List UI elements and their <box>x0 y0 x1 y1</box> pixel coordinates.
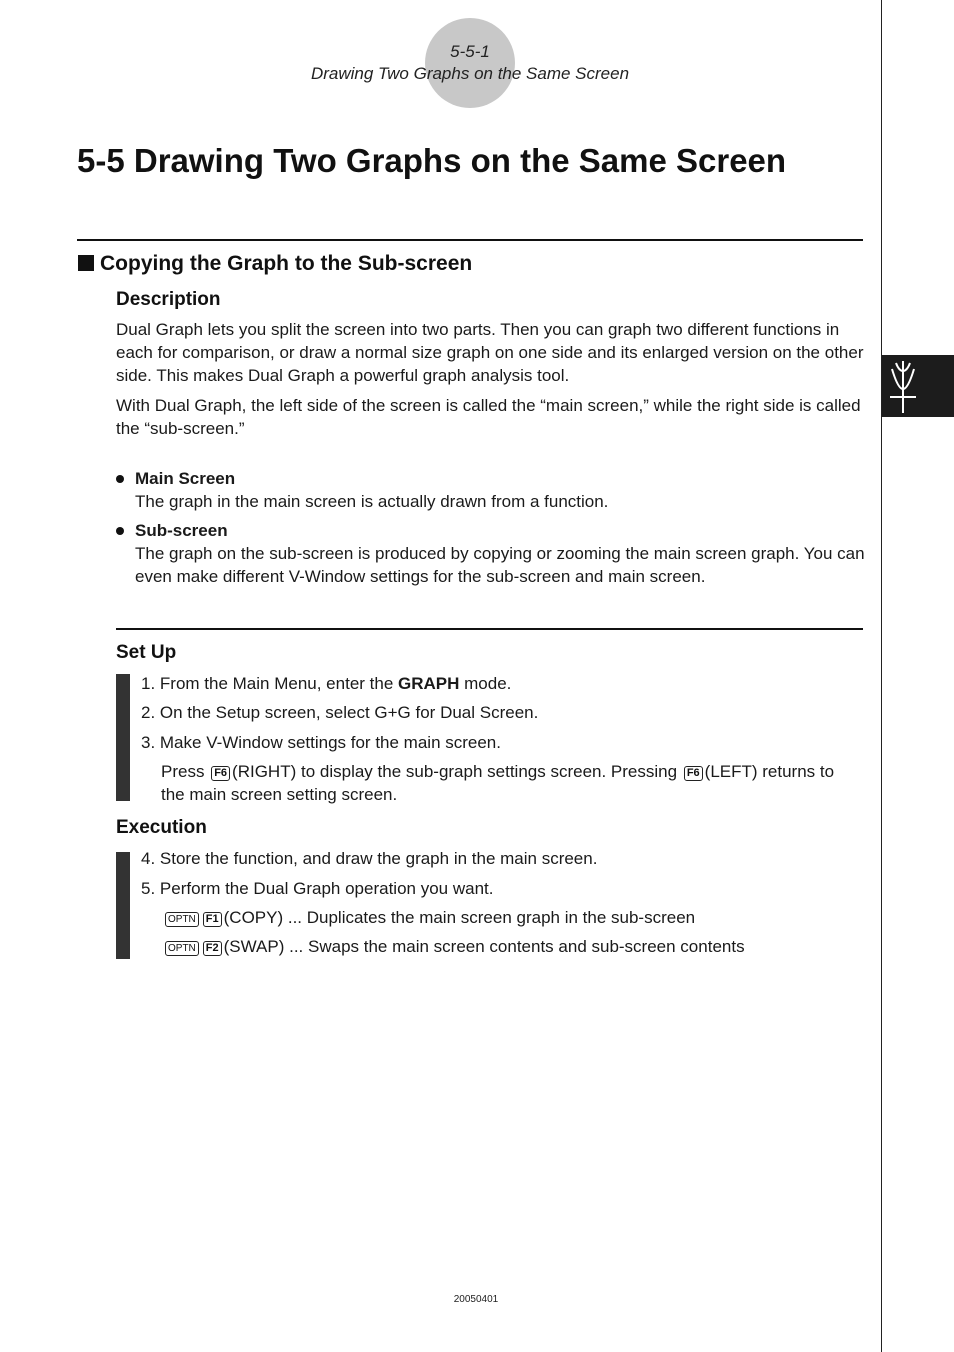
bullet-title: Main Screen <box>135 469 236 488</box>
description-paragraph-2: With Dual Graph, the left side of the screen is called the “main screen,” while the right side is called the “sub-screen.” <box>116 396 861 438</box>
bullet-dot-icon <box>116 527 124 535</box>
setup-heading: Set Up <box>116 642 177 663</box>
running-header-title: Drawing Two Graphs on the Same Screen <box>310 64 630 83</box>
bullet-main-screen <box>116 467 866 513</box>
f1-key-icon: F1 <box>203 912 222 927</box>
bullet-sub-screen <box>116 519 866 588</box>
execution-step-4: 4. Store the function, and draw the graph in the main screen. <box>141 849 598 868</box>
detail-text: (LEFT) returns to the main screen setting screen. <box>161 762 835 804</box>
section-heading-text: Copying the Graph to the Sub-screen <box>100 252 473 275</box>
optn-key-icon: OPTN <box>165 941 199 956</box>
bullet-title: Sub-screen <box>135 521 228 540</box>
graph-mode-label: GRAPH <box>398 674 460 693</box>
execution-side-bar <box>116 852 130 959</box>
setup-step-3: 3. Make V-Window settings for the main screen. <box>141 733 501 752</box>
step-text: 1. From the Main Menu, enter the <box>141 674 399 693</box>
execution-heading: Execution <box>116 817 207 838</box>
section-heading <box>78 252 472 276</box>
copy-text: (COPY) ... Duplicates the main screen graph in the sub-screen <box>223 908 696 927</box>
copy-operation <box>163 906 863 929</box>
f6-key-icon: F6 <box>211 766 230 781</box>
f2-key-icon: F2 <box>203 941 222 956</box>
f6-key-icon: F6 <box>684 766 703 781</box>
bullet-text: The graph on the sub-screen is produced by copying or zooming the main screen graph. You can even make different V-Window settings for the sub-screen and main screen. <box>135 544 865 586</box>
page-number: 5-5-1 <box>450 42 490 61</box>
chapter-title: 5-5 Drawing Two Graphs on the Same Screen <box>77 142 787 179</box>
bullet-text: The graph in the main screen is actually drawn from a function. <box>135 492 609 511</box>
setup-step-3-detail <box>161 760 861 806</box>
setup-side-bar <box>116 674 130 801</box>
footer-code: 20050401 <box>453 1294 499 1305</box>
step-text: mode. <box>459 674 512 693</box>
setup-divider <box>116 628 863 630</box>
description-heading: Description <box>116 289 221 310</box>
description-paragraph-1: Dual Graph lets you split the screen into two parts. Then you can graph two different functions in each for comparison, or draw a normal size graph on one side and its enlarged version on the other side. This makes Dual Graph a powerful graph analysis tool. <box>116 320 864 385</box>
chapter-tab <box>882 355 954 417</box>
setup-step-1 <box>141 672 511 695</box>
header-circle <box>425 18 515 108</box>
optn-key-icon: OPTN <box>165 912 199 927</box>
section-divider <box>77 239 863 241</box>
detail-text: Press <box>161 762 205 781</box>
swap-operation <box>163 935 863 958</box>
square-bullet-icon <box>78 255 94 271</box>
bullet-dot-icon <box>116 475 124 483</box>
right-margin-rule <box>881 0 882 1352</box>
swap-text: (SWAP) ... Swaps the main screen contents and sub-screen contents <box>223 937 745 956</box>
detail-text: (RIGHT) to display the sub-graph settings screen. Pressing <box>232 762 678 781</box>
setup-step-2: 2. On the Setup screen, select G+G for Dual Screen. <box>141 703 539 722</box>
execution-step-5: 5. Perform the Dual Graph operation you want. <box>141 879 494 898</box>
graph-icon <box>882 355 954 417</box>
